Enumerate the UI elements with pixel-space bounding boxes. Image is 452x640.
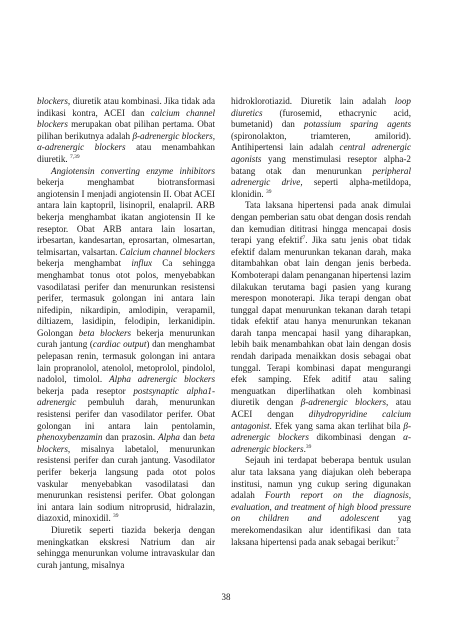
italic-term: dihydropyridine calcium antagonist: [231, 409, 412, 431]
text-run: (spironolakton, triamteren, amilorid). Antihipertensi lain adalah: [231, 130, 411, 153]
paragraph: [37, 166, 215, 525]
italic-term: α-adrenergic blockers: [231, 432, 411, 454]
text-run: hidroklorotiazid. Diuretik lain adalah: [231, 96, 395, 106]
citation-ref: 7,39: [69, 153, 80, 160]
text-run: merupakan obat pilihan pertama. Obat pilihan berikutnya adalah: [37, 119, 215, 141]
italic-term: beta blockers: [78, 327, 132, 338]
text-run: pembuluh darah, menurunkan resistensi perifer dan vasodilator perifer. Obat golongan ini antara lain pentolamin,: [37, 397, 215, 431]
text-run: dan prazosin.: [102, 432, 159, 443]
text-run: bekerja menurunkan curah jantung (: [37, 327, 215, 350]
text-run: dan: [179, 432, 200, 443]
text-run: Ca sehingga menghambat tonus otot polos, menyebabkan vasodilatasi perifer dan menurunkan resistensi perifer, termasuk golongan ini antara lain nifedipin, nikardipin, amlodipin, verapamil, diltiazem, lasidipin, felodipin, lerkanidipin. Golongan: [37, 258, 215, 338]
italic-term: cardiac output: [92, 339, 147, 350]
italic-term: loop diuretics: [231, 96, 411, 118]
italic-term: β-adrenergic blockers, α-adrenergic blockers: [37, 130, 215, 153]
paragraph: [231, 455, 411, 548]
page-number: 38: [221, 592, 231, 602]
text-run: . Jika satu jenis obat tidak efektif dalam menurunkan tekanan darah, maka ditambahkan obat lain dengan jenis berbeda. Komboterapi dalam penanganan hipertensi lazim dilakukan terutama bagi pasien yang kurang merespon monoterapi. Jika terapi dengan obat tunggal dapat menurunkan tekanan darah tetapi tidak efektif atau hanya menurunkan tekanan darah tanpa mencapai hasil yang diharapkan, lebih baik menambahkan obat lain dengan dosis rendah daripada menaikkan dosis sebagai obat tunggal. Terapi kombinasi dapat mengurangi efek samping. Efek aditif atau saling menguatkan diperlihatkan oleh kombinasi diuretik dengan: [231, 235, 411, 408]
right-text-column: [231, 96, 411, 548]
text-run: Sejauh ini terdapat beberapa bentuk usulan alur tata laksana yang diajukan oleh beberapa institusi, namun yng cukup sering digunakan adalah: [231, 455, 411, 501]
citation-ref: 39: [113, 513, 119, 520]
italic-term: phenoxybenzamin: [37, 432, 103, 443]
text-run: bekerja menghambat: [37, 258, 132, 269]
text-run: atau menambahkan diuretik.: [37, 142, 215, 164]
paragraph: [231, 96, 411, 200]
text-run: , atau ACEI dengan: [231, 397, 412, 420]
italic-term: Fourth report on the diagnosis, evaluation, and treatment of high blood pressure on children and adolescent: [231, 490, 411, 524]
text-run: Tata laksana hipertensi pada anak dimulai dengan pemberian satu obat dengan dosis rendah dan kemudian dititrasi hingga mencapai dosis terapi yang efektif: [231, 200, 411, 246]
italic-term: influx: [131, 258, 153, 269]
italic-term: Alpha adrenergic blockers: [109, 374, 215, 385]
citation-ref: 7: [395, 536, 399, 543]
text-run: yang menstimulasi reseptor alpha-2 batang otak dan menurunkan: [231, 153, 411, 176]
italic-term: calcium channel blockers: [37, 107, 215, 130]
text-run: , misalnya labetalol, menurunkan resistensi perifer dan curah jantung. Vasodilator perifer bekerja langsung pada otot polos vaskular menyebabkan vasodilatasi dan menurunkan resistensi perifer. Obat golongan ini antara lain sodium nitroprusid, hidralazin, diazoxid, minoxidil.: [37, 443, 215, 524]
text-run: ) dan menghambat pelepasan renin, termasuk golongan ini antara lain propranolol, atenolol, metoprolol, pindolol, nadolol, timolol.: [37, 339, 215, 385]
text-run: , diuretik atau kombinasi. Jika tidak ada indikasi kontra, ACEI dan: [37, 96, 215, 118]
citation-ref: 39: [265, 188, 272, 195]
text-run: seperti alpha-metildopa, klonidin.: [231, 177, 411, 199]
paragraph: [37, 525, 215, 571]
citation-ref: 7: [302, 235, 306, 242]
italic-term: β-adrenergic blockers: [300, 397, 387, 408]
italic-term: Alpha: [158, 432, 180, 443]
text-run: yag merekomendasikan alur identifikasi dan tata laksana hipertensi pada anak sebagai berikut:: [231, 513, 411, 547]
italic-term: central adrenergic agonists: [231, 142, 411, 164]
paragraph: [231, 200, 411, 455]
text-run: Diuretik seperti tiazida bekerja dengan meningkatkan ekskresi Natrium dan air sehingga menurunkan volume intravaskular dan curah jantung, misalnya: [37, 524, 215, 570]
italic-term: potassium sparing agents: [304, 119, 411, 130]
text-run: bekerja menghambat biotransformasi angiotensin I menjadi angiotensin II. Obat ACEI antara lain kaptopril, lisinopril, enalapril. ARB bekerja menghambat ikatan angiotensin II ke reseptor. Obat ARB antara lain losartan, irbesartan, kandesartan, eprosartan, olmesartan, telmisartan, valsartan.: [37, 177, 215, 257]
citation-ref: 39: [305, 443, 312, 450]
italic-term: blockers: [37, 96, 68, 106]
text-run: bekerja pada reseptor: [37, 385, 134, 396]
italic-term: Calcium channel blockers: [119, 246, 215, 257]
italic-term: beta blockers: [37, 432, 215, 454]
italic-term: postsynaptic alpha1-adrenergic: [37, 385, 215, 408]
text-run: .: [303, 443, 306, 454]
italic-term: β-adrenergic blockers: [231, 420, 411, 443]
left-text-column: [37, 96, 215, 571]
italic-term: Angiotensin converting enzyme inhibitors: [51, 165, 215, 176]
text-run: . Efek yang sama akan terlihat bila: [269, 420, 404, 431]
paragraph: [37, 96, 215, 166]
italic-term: peripheral adrenergic drive,: [231, 165, 411, 188]
text-run: dikombinasi dengan: [308, 432, 404, 443]
text-run: (furosemid, ethacrynic acid, bumetanid) dan: [231, 107, 411, 130]
